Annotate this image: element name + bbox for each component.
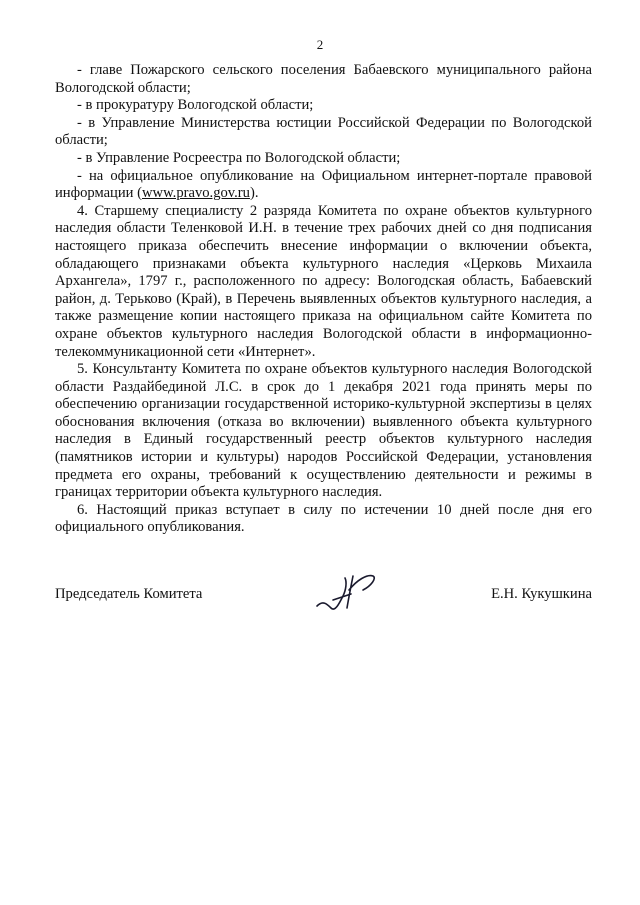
signatory-name: Е.Н. Кукушкина [491, 586, 592, 602]
signature-block [55, 574, 592, 614]
list-item-head-of-settlement: - главе Пожарского сельского поселения Бабаевского муниципального района Вологодской области; [55, 62, 592, 96]
list-item-publication [55, 168, 592, 203]
signatory-position: Председатель Комитета [55, 586, 203, 602]
handwritten-signature [313, 570, 383, 614]
document-body [55, 62, 592, 537]
list-item-rosreestr: - в Управление Росреестра по Вологодской области; [77, 149, 401, 166]
publication-text: - на официальное опубликование на Официальном интернет-портале правовой информации ( [55, 167, 592, 202]
paragraph-6: 6. Настоящий приказ вступает в силу по истечении 10 дней после дня его официального опубликования. [55, 501, 592, 536]
list-item-ministry-of-justice: - в Управление Министерства юстиции Российской Федерации по Вологодской области; [55, 114, 592, 149]
pravo-gov-link[interactable]: www.pravo.gov.ru [142, 185, 250, 202]
paragraph-5: 5. Консультанту Комитета по охране объектов культурного наследия Вологодской области Раздайбединой Л.С. в срок до 1 декабря 2021 года принять меры по обеспечению организации государственной историко-культурной экспертизы в целях обоснования включения (отказа во включении) выявленного объекта культурного наследия в Единый государственный реестр объектов культурного наследия (памятников истории и культуры) народов Российской Федерации, установления предмета его охраны, требований к осуществлению деятельности и режимы в границах территории объекта культурного наследия. [55, 361, 592, 501]
page-number: 2 [316, 37, 324, 52]
list-item-prosecutor: - в прокуратуру Вологодской области; [77, 97, 314, 114]
publication-text-end: ). [249, 185, 259, 202]
paragraph-4: 4. Старшему специалисту 2 разряда Комитета по охране объектов культурного наследия области Теленковой И.Н. в течение трех рабочих дней со дня подписания настоящего приказа обеспечить внесение информации о включении объекта, обладающего признаками объекта культурного наследия «Церковь Михаила Архангела», 1797 г., расположенного по адресу: Вологодская область, Бабаевский район, д. Терьково (Край), в Перечень выявленных объектов культурного наследия, а также размещение копии настоящего приказа на официальном сайте Комитета по охране объектов культурного наследия Вологодской области в информационно-телекоммуникационной сети «Интернет». [55, 202, 592, 360]
